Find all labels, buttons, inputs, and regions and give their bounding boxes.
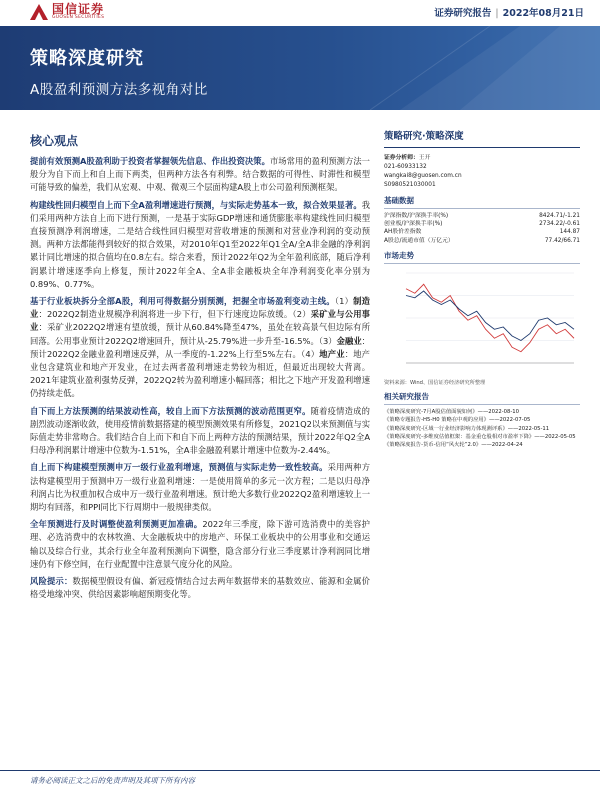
analyst-label: 证券分析师： <box>384 155 419 161</box>
p3-text-e: ：地产业包含建筑业和地产开发业，在过去两者盈利增速走势较为相近，但最近出现较大背离。2021年建筑业盈利强势反弹，2022Q2转为盈利增速小幅回落；相比之下地产开发盈利增速仍持续走低。 <box>30 348 370 399</box>
paragraph-2 <box>30 199 370 291</box>
p4-text: 随着疫情造成的剧烈波动逐渐收敛，使用疫情前数据搭建的模型预测效果有所修复，2021Q2以来预测值与实际值走势非常吻合。我们结合自上而下和自下而上两种方法的预测结果，预计2022年Q2全A归母净利润累计增速中位数为-1.51%，全A非金融盈利累计增速中位数为-2.44%。 <box>30 405 370 456</box>
report-type: 证券研究报告 | 2022年08月21日 <box>434 8 584 19</box>
footer-disclaimer: 请务必阅读正文之后的免责声明及其项下所有内容 <box>30 776 195 785</box>
p5-text: 采用两种方法构建模型用于预测申万一级行业盈利增速：一是使用简单的多元一次方程；二是以归母净利润占比为权重加权合成申万一级行业盈利增速。预计绝大多数行业2022Q2盈利增速较上一期均有回落，和PPI同比下行周期中一般规律类似。 <box>30 462 370 513</box>
p3-keyword-4: 地产业 <box>319 348 345 359</box>
basic-key: AH股价差指数 <box>384 229 422 236</box>
sidebar <box>384 128 580 450</box>
basic-row <box>384 228 580 236</box>
banner-decoration <box>340 26 600 110</box>
p3-text-c: ：采矿业2022Q2增速有望放缓，预计从60.84%降至47%，虽处在较高景气但边际有所回落。公用事业预计2022Q2增速回升，预计从-25.79%进一步升至-16.5%。（3） <box>30 322 370 346</box>
logo-mark-icon <box>30 4 48 20</box>
paragraph-4 <box>30 405 370 458</box>
p5-highlight: 自上而下构建模型预测申万一级行业盈利增速，预测值与实际走势一致性较高。 <box>30 462 328 473</box>
report-type-label: 证券研究报告 <box>434 8 492 19</box>
related-report-link[interactable]: 《策略深度研究-多维度估值框架：基金重仓股相对市盈率下降》——2022-05-05 <box>384 434 576 441</box>
related-report-link[interactable]: 《策略深度研究-7月A股估值面貌如何》——2022-08-10 <box>384 408 520 415</box>
paragraph-6 <box>30 518 370 571</box>
page-subtitle: A股盈利预测方法多视角对比 <box>30 82 208 98</box>
related-report-link[interactable]: 《策略深度报告-货币-信用“风火轮”2.0》——2022-04-24 <box>384 442 523 449</box>
basic-key: 创业板/沪深换手率(%) <box>384 221 443 228</box>
basic-value: 2734.22/-0.61 <box>539 221 580 228</box>
p1-text: 市场常用的盈利预测方法一般分为自下而上和自上而下两类，但两种方法各有利弊。结合数据的可得性、时滞性和模型可能导致的偏差，我们从宏观、中观、微观三个层面构建A股上市公司盈利预测框架。 <box>30 156 370 193</box>
basic-key: A股总/流通市值（万亿元） <box>384 237 454 244</box>
basic-row <box>384 220 580 228</box>
related-report-link[interactable]: 《策略深度研究-区域一行业经济影响力体现测评系》——2022-05-11 <box>384 425 550 432</box>
basic-value: 144.87 <box>559 229 580 236</box>
p6-highlight: 全年预测进行及时调整使盈利预测更加准确。 <box>30 519 203 530</box>
analyst-name: 王开 <box>418 155 431 161</box>
basic-value: 77.42/66.71 <box>544 237 580 244</box>
p3-text-b: ：2022Q2制造业规模净利润将进一步下行，但下行速度边际放缓。（2） <box>38 309 311 320</box>
basic-data-heading: 基础数据 <box>384 195 580 209</box>
core-heading: 核心观点 <box>30 134 79 148</box>
analyst-email[interactable]: wangkai8@guosen.com.cn <box>384 173 462 179</box>
market-trend-heading: 市场走势 <box>384 250 580 264</box>
risk-text: 数据模型假设有偏、新冠疫情结合过去两年数据带来的基数效应、能源和金属价格受地缘冲突、供给因素影响超预期变化等。 <box>30 576 370 600</box>
p1-highlight: 提前有效预测A股盈利助于投资者掌握领先信息、作出投资决策。 <box>30 156 270 166</box>
basic-data-list <box>384 212 580 245</box>
p2-highlight: 构建线性回归模型自上而下全A盈利增速进行预测，与实际走势基本一致，拟合效果显著。 <box>30 199 362 210</box>
risk-paragraph <box>30 575 370 601</box>
risk-highlight: 风险提示： <box>30 576 73 587</box>
related-report-link[interactable]: 《策略专题报告-H5-H0 策略在中观的应用》——2022-07-05 <box>384 417 531 424</box>
p3-keyword-3: 金融业 <box>336 335 362 346</box>
basic-row <box>384 212 580 220</box>
analyst-info <box>384 154 580 190</box>
footer-divider <box>0 770 600 771</box>
related-heading: 相关研究报告 <box>384 391 580 405</box>
related-list <box>384 408 580 450</box>
analyst-phone: 021-60933132 <box>384 164 427 170</box>
paragraph-1 <box>30 155 370 195</box>
p3-keyword-2: 采矿业与公用事业 <box>30 309 370 333</box>
basic-key: 沪深指数/沪深换手率(%) <box>384 213 449 219</box>
basic-row <box>384 237 580 245</box>
p3-text-a: （1） <box>334 296 354 307</box>
chart-source: 资料来源：Wind、国信证券经济研究所整理 <box>384 379 486 386</box>
market-trend-chart <box>384 267 580 377</box>
p4-highlight: 自下而上方法预测的结果波动性高，较自上而下方法预测的波动范围更窄。 <box>30 405 311 416</box>
guosen-logo <box>30 0 130 24</box>
strategy-label: 策略研究·策略深度 <box>384 128 580 148</box>
core-viewpoints <box>30 122 370 606</box>
paragraph-3 <box>30 295 370 401</box>
p3-text-d: ：预计2022Q2金融业盈利增速反弹，从一季度的-1.22%上行至5%左右。（4） <box>30 335 370 359</box>
p2-text: 我们采用两种方法自上而下进行预测，一是基于实际GDP增速和通货膨胀率构建线性回归模型直接预测净利润增速，二是结合线性回归模型对营收增速的预测和对营业净利润的变动预测。两种方法都能得到较好的拟合效果，对2010年Q1至2022年Q1全A/全A非金融的净利润累计同比增速的拟合值均在0.8左右。综合来看，预计2022年Q2为全年盈利底部，随后净利润累计增速逐季向上修复，预计2022年全A、全A非金融板块全年净利润变化率分别为0.89%、0.77%。 <box>30 199 370 289</box>
analyst-license: S0980521030001 <box>384 182 436 188</box>
chart-series-line-1 <box>406 291 574 341</box>
page-title: 策略深度研究 <box>30 48 144 69</box>
report-date: 2022年08月21日 <box>502 8 584 19</box>
title-banner <box>0 26 600 110</box>
basic-value: 8424.71/-1.21 <box>539 213 580 219</box>
logo-cn: 国信证券 <box>52 2 105 17</box>
paragraph-5 <box>30 461 370 514</box>
market-trend-svg <box>384 267 580 377</box>
p6-text: 2022年三季度，除下游可选消费中的美容护理、必选消费中的农林牧渔、大金融板块中的房地产、环保工业板块中的公用事业和交通运输以及综合行业，其余行业全年盈利预测向下调整，隐含部分行业三季度累计净利润同比增速仍有下修空间，在行业配置中注意景气度分化的风险。 <box>30 519 370 569</box>
p3-highlight: 基于行业板块拆分全部A股，利用可得数据分别预测，把握全市场盈利变动主线。 <box>30 296 335 307</box>
p3-keyword-1: 制造业 <box>30 296 370 320</box>
logo-en: GUOSEN SECURITIES <box>52 15 105 21</box>
